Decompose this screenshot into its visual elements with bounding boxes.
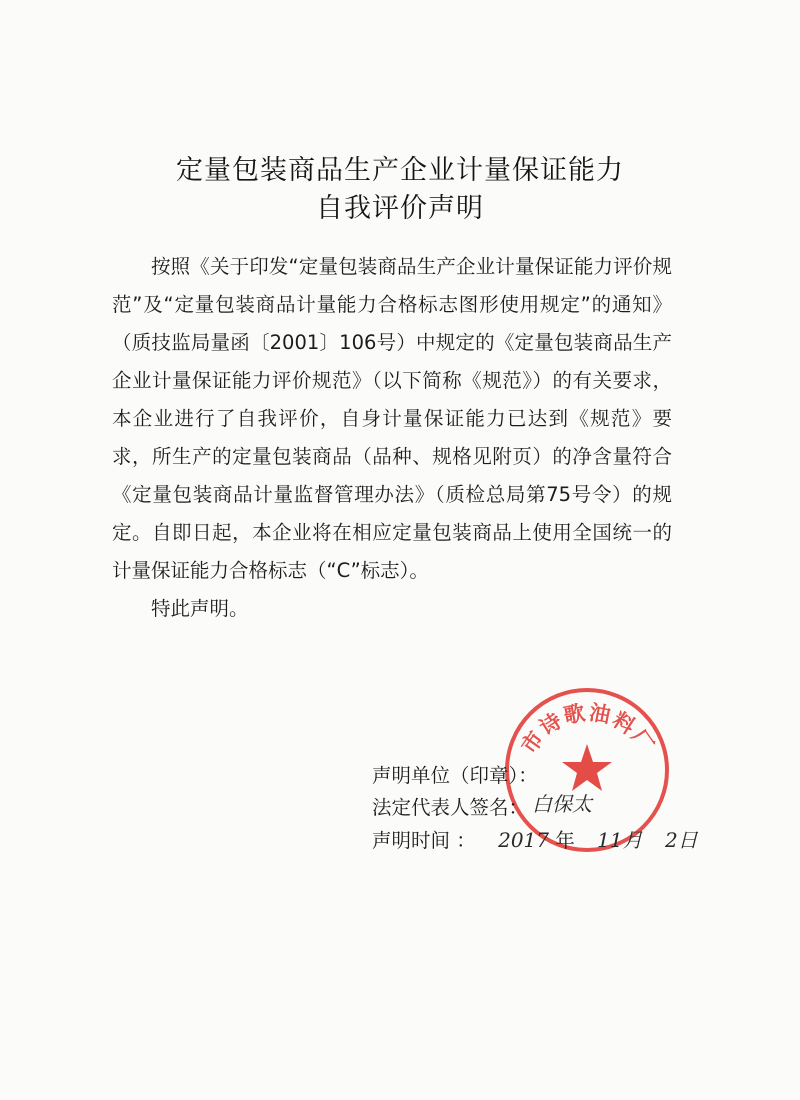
declaration-paragraph: 按照《关于印发“定量包装商品生产企业计量保证能力评价规范”及“定量包装商品计量能力合格标志图形使用规定”的通知》（质技监局量函〔2001〕106号）中规定的《定量包装商品生产企业计量保证能力评价规范》（以下简称《规范》）的有关要求，本企业进行了自我评价，自身计量保证能力已达到《规范》要求，所生产的定量包装商品（品种、规格见附页）的净含量符合《定量包装商品计量监督管理办法》（质检总局第75号令）的规定。自即日起，本企业将在相应定量包装商品上使用全国统一的计量保证能力合格标志（“C”标志）。	[112, 255, 672, 582]
declaration-date-line	[372, 824, 698, 853]
seal-star-icon	[562, 744, 612, 791]
closing-statement: 特此声明。	[151, 597, 249, 620]
document-title-line1: 定量包装商品生产企业计量保证能力	[176, 155, 624, 186]
declaration-body	[112, 248, 672, 628]
declaring-unit-line	[372, 760, 538, 788]
declaration-date-label: 声明时间 ：	[372, 829, 476, 852]
legal-representative-line	[372, 792, 528, 820]
date-year-unit: 年	[555, 829, 575, 852]
document-title-line2: 自我评价声明	[316, 193, 484, 224]
legal-representative-signature: 白保太	[532, 792, 592, 816]
seal-text: 市诗歌油料厂	[516, 700, 660, 758]
legal-representative-label: 法定代表人签名：	[372, 796, 529, 819]
date-day-handwritten: 2日	[665, 828, 698, 852]
declaring-unit-label: 声明单位（印章）：	[372, 764, 538, 787]
date-year-handwritten: 2017	[498, 828, 550, 852]
date-month-handwritten: 11月	[597, 828, 643, 852]
